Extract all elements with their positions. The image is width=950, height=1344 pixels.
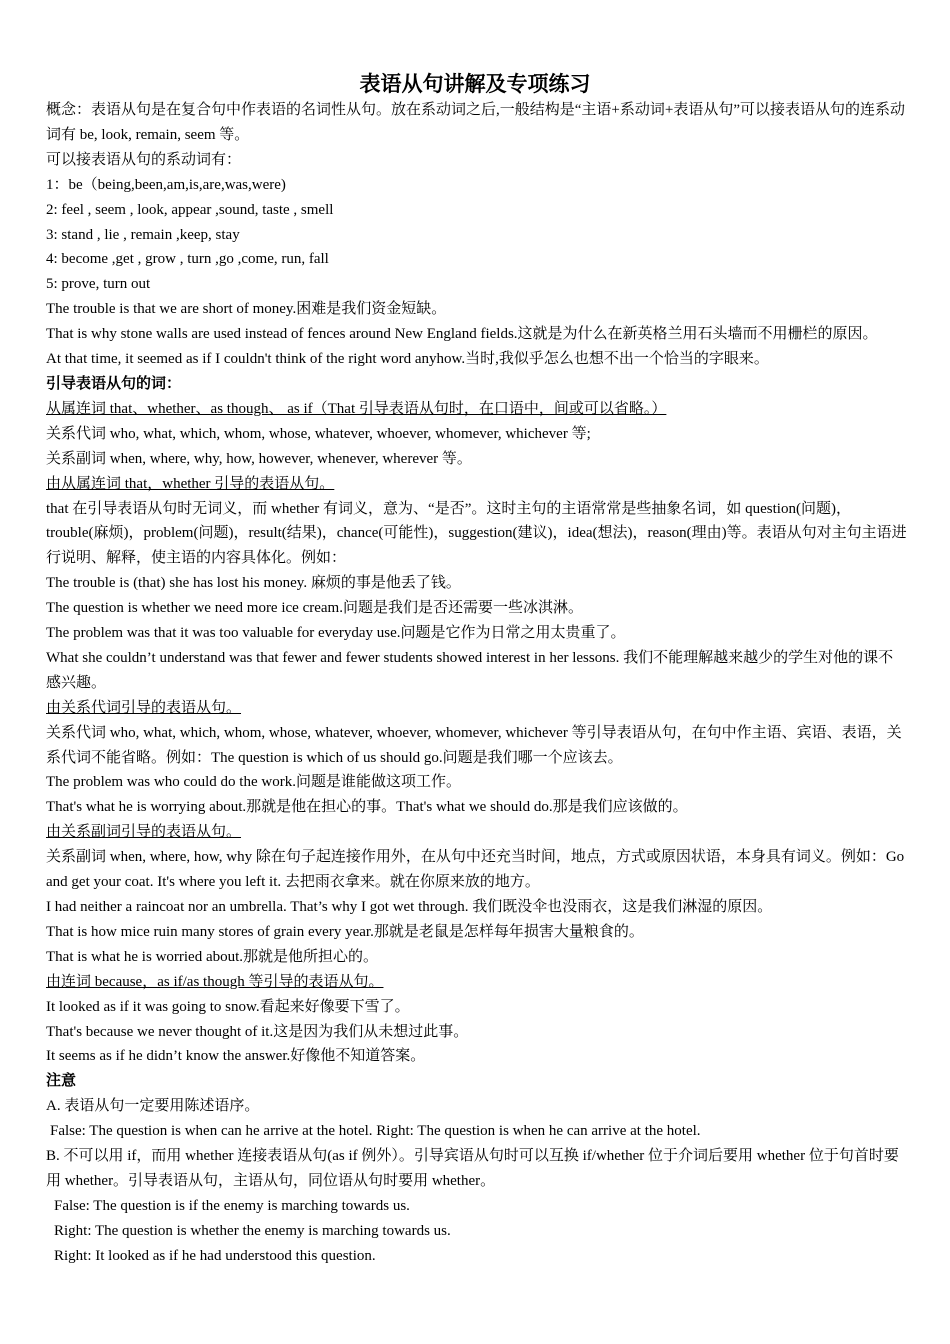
section-heading: 由关系副词引导的表语从句。 (46, 824, 242, 841)
paragraph: The problem was that it was too valuable for everyday use.问题是它作为日常之用太贵重了。 (46, 625, 626, 642)
paragraph: 3: stand , lie , remain ,keep, stay (46, 226, 240, 243)
section-heading: 由关系代词引导的表语从句。 (46, 699, 242, 716)
paragraph: 关系代词 who, what, which, whom, whose, whatever, whoever, whomever, whichever 等; (46, 425, 591, 442)
section-heading: 由从属连词 that，whether 引导的表语从句。 (46, 475, 335, 492)
section-heading: 引导表语从句的词： (46, 375, 182, 392)
paragraph: The trouble is (that) she has lost his money. 麻烦的事是他丢了钱。 (46, 575, 461, 592)
paragraph: That is what he is worried about.那就是他所担心的。 (46, 948, 379, 965)
document-body (46, 98, 908, 1269)
paragraph: The trouble is that we are short of money.困难是我们资金短缺。 (46, 301, 447, 318)
section-heading: 从属连词 that、whether、as though、 as if（That 引导表语从句时，在口语中，间或可以省略。） (46, 400, 667, 417)
paragraph: 1：be（being,been,am,is,are,was,were) (46, 176, 286, 193)
paragraph: 关系代词 who, what, which, whom, whose, whatever, whoever, whomever, whichever 等引导表语从句，在句中作主语、宾语、表语，关系代词不能省略。例如：The question is which of us should go.问题是我们哪一个应该去。 (46, 724, 902, 766)
section-heading: 注意 (46, 1073, 77, 1090)
paragraph: 5: prove, turn out (46, 276, 151, 293)
paragraph: I had neither a raincoat nor an umbrella. That’s why I got wet through. 我们既没伞也没雨衣，这是我们淋湿的原因。 (46, 899, 773, 915)
document-title: 表语从句讲解及专项练习 (359, 72, 591, 96)
paragraph: Right: It looked as if he had understood this question. (54, 1247, 376, 1264)
paragraph: that 在引导表语从句时无词义，而 whether 有词义，意为、“是否”。这时主句的主语常常是些抽象名词，如 question(问题)，trouble(麻烦)，problem(问题)，result(结果)，chance(可能性)，suggestion(建议)，idea(想法)，reason(理由)等。表语从句对主句主语进行说明、解释，使主语的内容具体化。例如： (46, 500, 907, 567)
paragraph: The problem was who could do the work.问题是谁能做这项工作。 (46, 774, 461, 791)
paragraph: That is why stone walls are used instead of fences around New England fields.这就是为什么在新英格兰用石头墙而不用栅栏的原因。 (46, 326, 878, 343)
paragraph: That's what he is worrying about.那就是他在担心的事。That's what we should do.那是我们应该做的。 (46, 799, 688, 816)
paragraph: That is how mice ruin many stores of grain every year.那就是老鼠是怎样每年损害大量粮食的。 (46, 923, 644, 940)
paragraph: It looked as if it was going to snow.看起来好像要下雪了。 (46, 998, 410, 1015)
paragraph: That's because we never thought of it.这是因为我们从未想过此事。 (46, 1023, 469, 1040)
paragraph: 可以接表语从句的系动词有： (46, 151, 242, 168)
paragraph: What she couldn’t understand was that fewer and fewer students showed interest in her lessons. 我们不能理解越来越少的学生对他的课不感兴趣。 (46, 649, 894, 691)
paragraph: Right: The question is whether the enemy is marching towards us. (54, 1222, 451, 1239)
paragraph: 4: become ,get , grow , turn ,go ,come, run, fall (46, 251, 329, 268)
paragraph: It seems as if he didn’t know the answer.好像他不知道答案。 (46, 1048, 426, 1065)
paragraph: False: The question is when can he arrive at the hotel. Right: The question is when he can arrive at the hotel. (50, 1123, 701, 1140)
paragraph: 概念：表语从句是在复合句中作表语的名词性从句。放在系动词之后,一般结构是“主语+系动词+表语从句”可以接表语从句的连系动词有 be, look, remain, seem 等。 (46, 102, 905, 143)
paragraph: At that time, it seemed as if I couldn't think of the right word anyhow.当时,我似乎怎么也想不出一个恰当的字眼来。 (46, 351, 769, 368)
paragraph: 关系副词 when, where, how, why 除在句子起连接作用外，在从句中还充当时间，地点，方式或原因状语，本身具有词义。例如：Go and get your coat. It's where you left it. 去把雨衣拿来。就在你原来放的地方。 (46, 849, 905, 891)
paragraph: B. 不可以用 if，而用 whether 连接表语从句(as if 例外）。引导宾语从句时可以互换 if/whether 位于介词后要用 whether 位于句首时要用 whether。引导表语从句，主语从句，同位语从句时要用 whether。 (46, 1148, 899, 1189)
paragraph: False: The question is if the enemy is marching towards us. (54, 1197, 410, 1214)
paragraph: A. 表语从句一定要用陈述语序。 (46, 1098, 260, 1115)
section-heading: 由连词 because，as if/as though 等引导的表语从句。 (46, 973, 384, 990)
paragraph: 关系副词 when, where, why, how, however, whenever, wherever 等。 (46, 450, 472, 467)
paragraph: The question is whether we need more ice cream.问题是我们是否还需要一些冰淇淋。 (46, 600, 583, 617)
paragraph: 2: feel , seem , look, appear ,sound, taste , smell (46, 201, 334, 218)
